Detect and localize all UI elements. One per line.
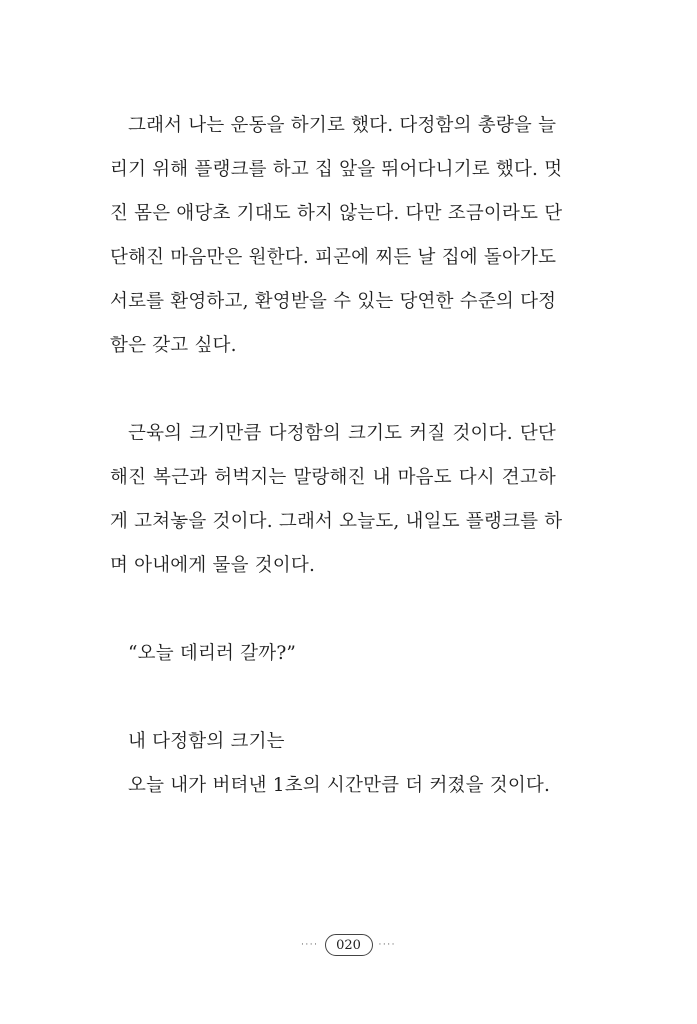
paragraph-2-line-2: 해진 복근과 허벅지는 말랑해진 내 마음도 다시 견고하 <box>110 467 556 488</box>
page-number: 020 <box>325 934 373 956</box>
page-footer <box>0 932 697 958</box>
paragraph-4-line-1: 내 다정함의 크기는 <box>128 731 285 752</box>
paragraph-1-line-1: 그래서 나는 운동을 하기로 했다. 다정함의 총량을 늘 <box>128 115 557 136</box>
paragraph-1-line-6: 함은 갖고 싶다. <box>110 335 237 356</box>
paragraph-1-line-5: 서로를 환영하고, 환영받을 수 있는 당연한 수준의 다정 <box>110 291 557 312</box>
footer-dots-left: ···· <box>301 940 319 950</box>
paragraph-2-line-4: 며 아내에게 물을 것이다. <box>110 555 316 576</box>
paragraph-2-line-3: 게 고쳐놓을 것이다. 그래서 오늘도, 내일도 플랭크를 하 <box>110 511 563 532</box>
footer-dots-right: ···· <box>378 940 396 950</box>
dialogue-line: “오늘 데리러 갈까?” <box>128 643 297 664</box>
paragraph-1-line-3: 진 몸은 애당초 기대도 하지 않는다. 다만 조금이라도 단 <box>110 203 563 224</box>
paragraph-2-line-1: 근육의 크기만큼 다정함의 크기도 커질 것이다. 단단 <box>128 423 556 444</box>
paragraph-1-line-2: 리기 위해 플랭크를 하고 집 앞을 뛰어다니기로 했다. 멋 <box>110 159 563 180</box>
paragraph-4-line-2: 오늘 내가 버텨낸 1초의 시간만큼 더 커졌을 것이다. <box>128 775 551 796</box>
paragraph-1-line-4: 단해진 마음만은 원한다. 피곤에 찌든 날 집에 돌아가도 <box>110 247 557 268</box>
